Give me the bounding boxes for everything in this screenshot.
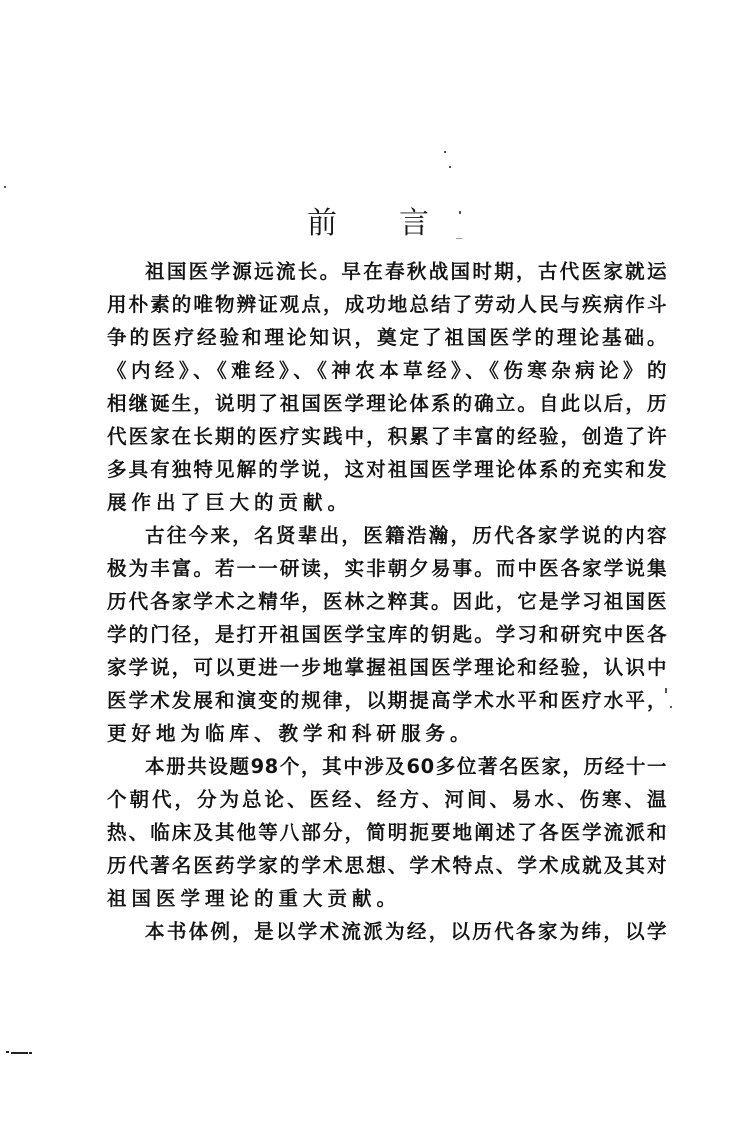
text-line: 多具有独特见解的学说，这对祖国医学理论体系的充实和发 xyxy=(107,458,667,481)
text-line: 《内经》、《难经》、《神农本草经》、《伤寒杂病论》的 xyxy=(107,359,667,382)
text-line: 极为丰富。若一一研读，实非朝夕易事。而中医各家学说集 xyxy=(107,557,667,580)
scan-mark xyxy=(29,1052,32,1054)
text-line: 争的医疗经验和理论知识，奠定了祖国医学的理论基础。 xyxy=(107,326,667,349)
text-line: 更好地为临库、教学和科研服务。 xyxy=(107,722,475,745)
scan-mark xyxy=(6,1051,9,1053)
text-line: 祖国医学理论的重大贡献。 xyxy=(107,887,402,910)
scan-speck xyxy=(670,706,672,708)
text-line: 祖国医学源远流长。早在春秋战国时期，古代医家就运 xyxy=(145,260,667,283)
text-line: 医学术发展和演变的规律，以期提高学术水平和医疗水平， xyxy=(107,689,667,712)
paragraph-2 xyxy=(107,519,667,750)
text-line: 用朴素的唯物辨证观点，成功地总结了劳动人民与疾病作斗 xyxy=(107,293,667,316)
text-line: 历代各家学术之精华，医林之粹萁。因此，它是学习祖国医 xyxy=(107,590,667,613)
paragraph-1 xyxy=(107,255,667,519)
text-line: 古往今来，名贤辈出，医籍浩瀚，历代各家学说的内容 xyxy=(145,524,667,547)
text-line: 代医家在长期的医疗实践中，积累了丰富的经验，创造了许 xyxy=(107,425,667,448)
scan-speck xyxy=(4,186,6,188)
text-line: 历代著名医药学家的学术思想、学术特点、学术成就及其对 xyxy=(107,854,667,877)
text-line: 本书体例，是以学术流派为经，以历代各家为纬，以学 xyxy=(145,920,667,943)
text-line: 个朝代，分为总论、医经、经方、河间、易水、伤寒、温 xyxy=(107,788,667,811)
scan-speck xyxy=(449,166,451,168)
text-line: 学的门径，是打开祖国医学宝库的钥匙。学习和研究中医各 xyxy=(107,623,667,646)
text-line: 本册共设题98个，其中涉及60多位著名医家，历经十一 xyxy=(145,755,667,778)
text-line: 相继诞生，说明了祖国医学理论体系的确立。自此以后，历 xyxy=(107,392,667,415)
title-char-1: 前 xyxy=(307,206,337,242)
paragraph-3 xyxy=(107,750,667,915)
paragraph-4 xyxy=(107,915,667,948)
text-line: 展作出了巨大的贡献。 xyxy=(107,491,353,514)
body-text xyxy=(107,255,667,948)
page-title xyxy=(0,198,736,242)
title-char-2: 言 xyxy=(399,206,429,242)
text-line: 热、临床及其他等八部分，简明扼要地阐述了各医学流派和 xyxy=(107,821,667,844)
text-line: 家学说，可以更进一步地掌握祖国医学理论和经验，认识中 xyxy=(107,656,667,679)
scan-mark xyxy=(11,1052,28,1054)
scan-speck xyxy=(444,151,446,153)
